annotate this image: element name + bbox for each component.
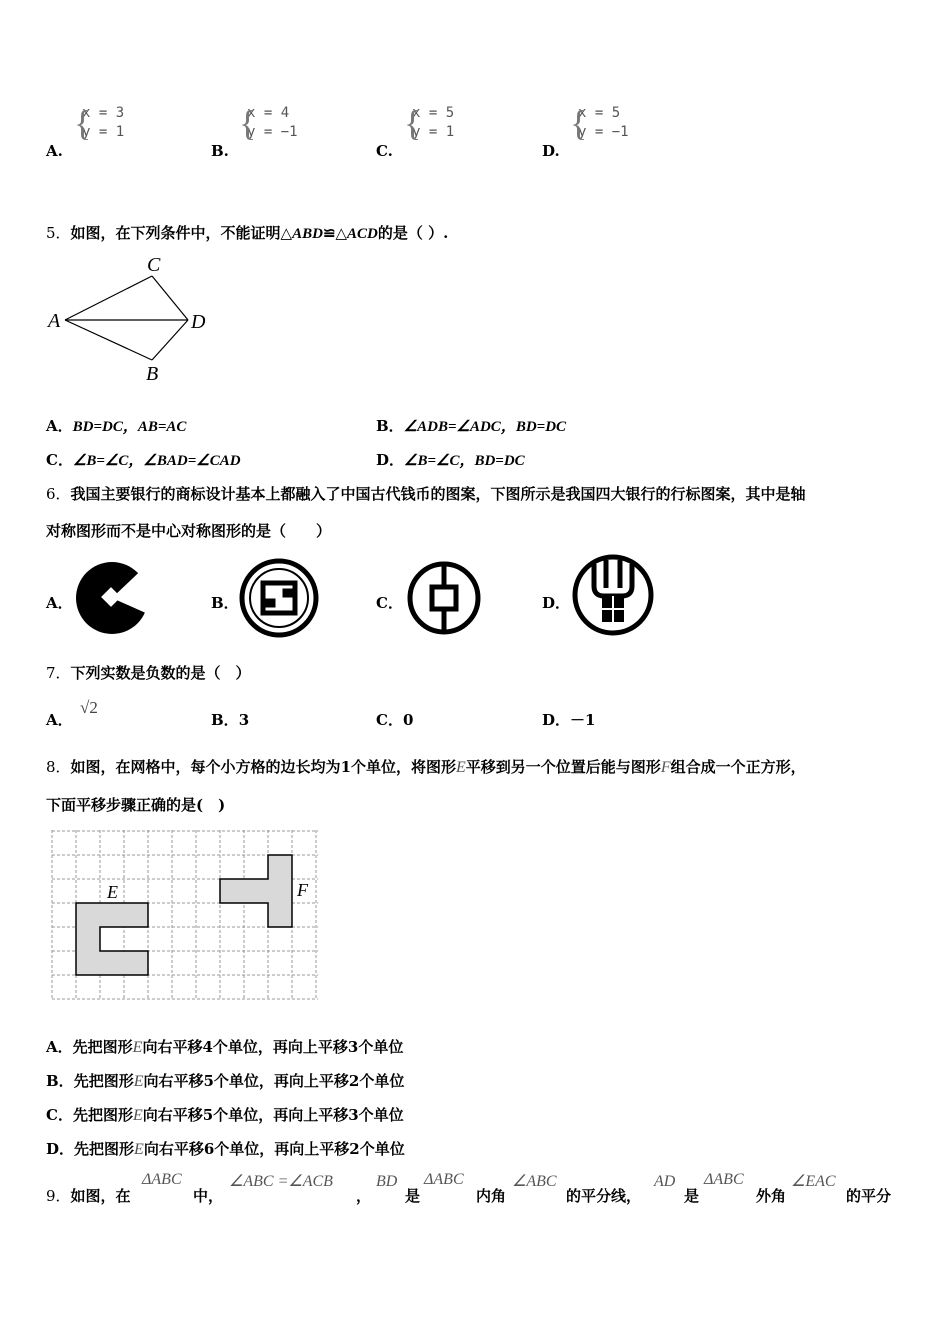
q5-segment-cd [152, 276, 188, 320]
q9-p4: 是 [405, 1187, 421, 1205]
q5-stem-post: 的是（ ）. [377, 224, 449, 242]
q5-stem-acd: ACD [347, 226, 378, 242]
q7-option-b-letter: B． [211, 711, 239, 729]
q9-p2: 中， [193, 1187, 224, 1205]
q7-option-c-letter: C． [376, 711, 403, 729]
q4-option-b-eq2: y = −1 [247, 124, 298, 140]
q6-logo-d-abc-icon [570, 552, 658, 638]
q9-p3: ， [356, 1187, 372, 1205]
q5-stem-pre: 如图，在下列条件中，不能证明△ [70, 224, 293, 242]
q5-label-a: A [48, 310, 61, 332]
q8-option-b-pre: 先把图形 [73, 1072, 134, 1090]
q9-m3: BD [376, 1173, 398, 1190]
q8-option-b-shape: E [133, 1073, 144, 1090]
q8-line1-num: 1 [340, 758, 351, 776]
q7-option-b [211, 709, 249, 730]
q7-option-d-text: －1 [570, 711, 596, 729]
q5-figure [40, 252, 220, 387]
q6-stem-line1 [46, 483, 806, 504]
q9-m7: ΔABC [704, 1171, 744, 1188]
q7-stem-text: 下列实数是负数的是（ ） [70, 664, 251, 682]
q8-line1-pre: 如图，在网格中，每个小方格的边长均为 [70, 758, 341, 776]
q8-option-b-letter: B． [46, 1072, 74, 1090]
q8-option-c [46, 1104, 404, 1125]
q8-grid-figure [46, 826, 324, 1004]
q8-option-a-letter: A． [46, 1038, 73, 1056]
q8-option-b [46, 1070, 404, 1091]
q4-option-c-eq2: y = 1 [412, 124, 455, 140]
q8-stem-line1 [46, 756, 806, 777]
q5-option-b-text: ∠ADB=∠ADC，BD=DC [403, 419, 567, 435]
q5-segment-ab [65, 320, 152, 360]
q4-option-c-eq1: x = 5 [412, 105, 455, 121]
q8-label-f: F [297, 880, 308, 900]
q7-option-b-text: 3 [238, 711, 250, 729]
q5-option-a-letter: A． [46, 417, 73, 435]
q5-segment-bd [152, 320, 188, 360]
q5-option-d-letter: D． [376, 451, 405, 469]
q5-stem-cong: ≌△ [322, 224, 348, 242]
q5-option-a-text: BD=DC，AB=AC [72, 419, 187, 435]
q5-option-a [46, 415, 186, 436]
q7-option-c [376, 709, 413, 730]
q7-stem [46, 662, 251, 683]
q5-option-d-text: ∠B=∠C，BD=DC [404, 453, 525, 469]
q9-p1: 如图，在 [70, 1187, 131, 1205]
q8-option-b-post: 向右平移5个单位，再向上平移2个单位 [143, 1072, 405, 1090]
q8-option-a [46, 1036, 403, 1057]
q9-p5: 内角 [476, 1187, 507, 1205]
q8-option-d-letter: D． [46, 1140, 75, 1158]
q4-option-a-eq1: x = 3 [82, 105, 125, 121]
q8-option-a-shape: E [132, 1039, 143, 1056]
q8-option-d-shape: E [134, 1141, 144, 1158]
q9-m5: ∠ABC [512, 1173, 557, 1190]
q8-shape-e [76, 903, 148, 975]
q9-m8: ∠EAC [791, 1173, 836, 1190]
q8-option-c-post: 向右平移5个单位，再向上平移3个单位 [142, 1106, 404, 1124]
q5-option-c-text: ∠B=∠C，∠BAD=∠CAD [72, 453, 241, 469]
q5-option-c [46, 449, 241, 470]
q8-line1-f: F [660, 759, 671, 776]
q4-option-c-system: { x = 5 y = 1 [404, 103, 455, 143]
q8-shape-f [220, 855, 292, 927]
q8-option-a-post: 向右平移4个单位，再向上平移3个单位 [142, 1038, 404, 1056]
q6-line1: 我国主要银行的商标设计基本上都融入了中国古代钱币的图案，下图所示是我国四大银行的行标图案，其中是轴 [70, 485, 806, 503]
q6-logo-c-boc-icon [404, 560, 484, 640]
q5-option-b [376, 415, 566, 436]
q4-option-d-eq2: y = −1 [578, 124, 629, 140]
q5-option-d [376, 449, 525, 470]
q9-part-1 [46, 1185, 131, 1206]
q6-option-a-letter: A． [46, 594, 73, 612]
q7-option-a-letter: A． [46, 711, 73, 729]
q9-p8: 外角 [756, 1187, 787, 1205]
q4-option-a-letter: A. [46, 142, 63, 160]
q8-line1-mid: 个单位，将图形 [351, 758, 457, 776]
q9-number: 9． [46, 1187, 71, 1205]
q8-option-c-pre: 先把图形 [72, 1106, 133, 1124]
q5-stem-abd: ABD [292, 226, 323, 242]
q6-option-b-letter: B． [211, 594, 239, 612]
q6-logo-a-ccb-icon [74, 558, 154, 638]
q4-option-b-system: { x = 4 y = −1 [239, 103, 298, 143]
q5-segment-ac [65, 276, 152, 320]
q8-option-d-post: 向右平移6个单位，再向上平移2个单位 [143, 1140, 405, 1158]
q4-option-a-eq2: y = 1 [82, 124, 125, 140]
q7-option-d [542, 709, 595, 730]
q5-option-c-letter: C． [46, 451, 73, 469]
q9-m4: ΔABC [424, 1171, 464, 1188]
q5-label-b: B [146, 363, 159, 385]
q8-option-d [46, 1138, 405, 1159]
q4-option-b-eq1: x = 4 [247, 105, 290, 121]
q8-option-c-letter: C． [46, 1106, 73, 1124]
q8-line1-mid2: 平移到另一个位置后能与图形 [465, 758, 661, 776]
q7-option-a-sqrt: √2 [80, 698, 98, 717]
q8-option-c-shape: E [132, 1107, 143, 1124]
q8-stem-line2: 下面平移步骤正确的是( ) [46, 796, 226, 814]
q7-option-d-letter: D． [542, 711, 571, 729]
q8-number: 8． [46, 758, 71, 776]
q5-number: 5． [46, 224, 71, 242]
q8-option-a-pre: 先把图形 [72, 1038, 133, 1056]
q6-option-d-letter: D． [542, 594, 571, 612]
q6-stem-line2: 对称图形而不是中心对称图形的是（ ） [46, 522, 332, 540]
q9-p9: 的平分 [846, 1187, 892, 1205]
q6-option-c-letter: C． [376, 594, 403, 612]
q4-option-a-system: { x = 3 y = 1 [74, 103, 125, 143]
q6-number: 6． [46, 485, 71, 503]
q5-label-d: D [191, 311, 206, 333]
q4-option-d-eq1: x = 5 [578, 105, 621, 121]
q8-option-d-pre: 先把图形 [74, 1140, 135, 1158]
q9-m1: ΔABC [142, 1171, 182, 1188]
q9-m6: AD [654, 1173, 676, 1190]
q8-line1-post: 组合成一个正方形， [670, 758, 806, 776]
q8-line1-e: E [456, 759, 466, 776]
q5-option-b-letter: B． [376, 417, 404, 435]
q4-option-d-system: { x = 5 y = −1 [570, 103, 629, 143]
q4-option-d-letter: D. [542, 142, 560, 160]
q9-m2: ∠ABC =∠ACB [229, 1173, 333, 1190]
q5-stem [46, 222, 448, 243]
q7-option-c-text: 0 [402, 711, 414, 729]
q9-p6: 的平分线， [566, 1187, 642, 1205]
q4-option-c-letter: C. [376, 142, 393, 160]
q9-p7: 是 [684, 1187, 700, 1205]
q6-logo-b-icbc-icon [238, 557, 320, 639]
q8-label-e: E [107, 882, 118, 902]
q5-label-c: C [147, 254, 161, 276]
q4-option-b-letter: B. [211, 142, 229, 160]
q7-number: 7． [46, 664, 71, 682]
